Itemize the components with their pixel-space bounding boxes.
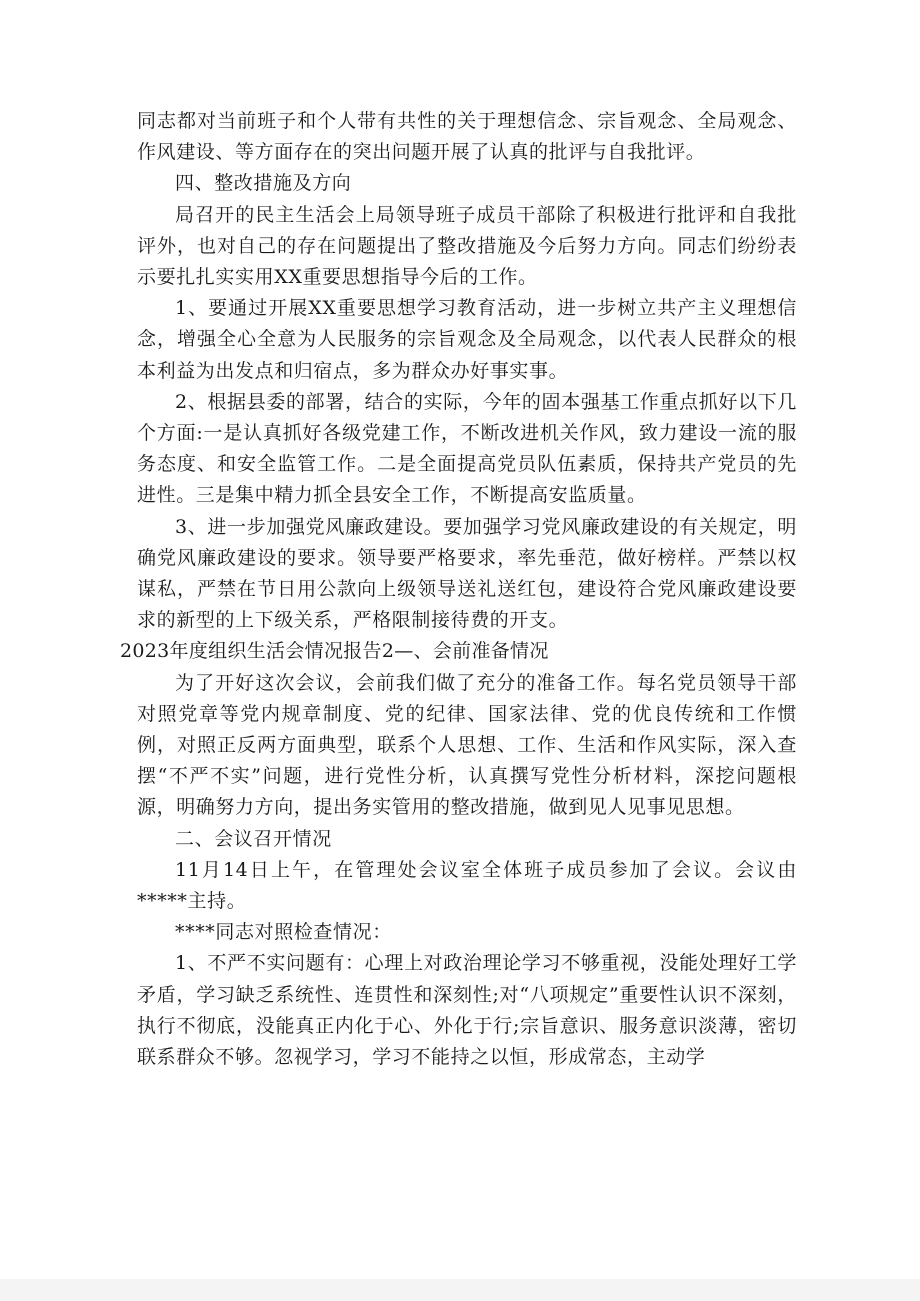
- section-heading-meeting: 二、会议召开情况: [175, 827, 332, 850]
- paragraph-problems: 1、不严不实问题有：心理上对政治理论学习不够重视，没能处理好工学矛盾，学习缺乏系统性、连贯性和深刻性;对“八项规定”重要性认识不深刻，执行不彻底，没能真正内化于心、外化于行;宗旨意识、服务意识淡薄，密切联系群众不够。忽视学习，学习不能持之以恒，形成常态，主动学: [137, 952, 797, 1069]
- paragraph-rectification-intro: 局召开的民主生活会上局领导班子成员干部除了积极进行批评和自我批评外，也对自己的存在问题提出了整改措施及今后努力方向。同志们纷纷表示要扎扎实实用XX重要思想指导今后的工作。: [137, 203, 797, 289]
- section-heading-rectification: 四、整改措施及方向: [175, 172, 352, 195]
- paragraph-continuation: 同志都对当前班子和个人带有共性的关于理想信念、宗旨观念、全局观念、作风建设、等方面存在的突出问题开展了认真的批评与自我批评。: [137, 110, 797, 164]
- paragraph-item-3: 3、进一步加强党风廉政建设。要加强学习党风廉政建设的有关规定，明确党风廉政建设的要求。领导要严格要求，率先垂范，做好榜样。严禁以权谋私，严禁在节日用公款向上级领导送礼送红包，建设符合党风廉政建设要求的新型的上下级关系，严格限制接待费的开支。: [137, 515, 797, 632]
- page-bottom-strip: [0, 1279, 920, 1301]
- paragraph-self-check-heading: ****同志对照检查情况：: [175, 921, 392, 944]
- report-title-line: 2023年度组织生活会情况报告2—、会前准备情况: [120, 640, 549, 663]
- paragraph-meeting-date: 11月14日上午，在管理处会议室全体班子成员参加了会议。会议由*****主持。: [137, 858, 797, 913]
- paragraph-item-2: 2、根据县委的部署，结合的实际，今年的固本强基工作重点抓好以下几个方面:一是认真抓好各级党建工作，不断改进机关作风，致力建设一流的服务态度、和安全监管工作。二是全面提高党员队伍素质，保持共产党员的先进性。三是集中精力抓全县安全工作，不断提高安监质量。: [137, 390, 797, 507]
- document-body: [120, 106, 797, 1073]
- paragraph-item-1: 1、要通过开展XX重要思想学习教育活动，进一步树立共产主义理想信念，增强全心全意为人民服务的宗旨观念及全局观念，以代表人民群众的根本利益为出发点和归宿点，多为群众办好事实事。: [137, 297, 797, 382]
- paragraph-preparation: 为了开好这次会议，会前我们做了充分的准备工作。每名党员领导干部对照党章等党内规章制度、党的纪律、国家法律、党的优良传统和工作惯例，对照正反两方面典型，联系个人思想、工作、生活和作风实际，深入查摆“不严不实”问题，进行党性分析，认真撰写党性分析材料，深挖问题根源，明确努力方向，提出务实管用的整改措施，做到见人见事见思想。: [137, 671, 797, 819]
